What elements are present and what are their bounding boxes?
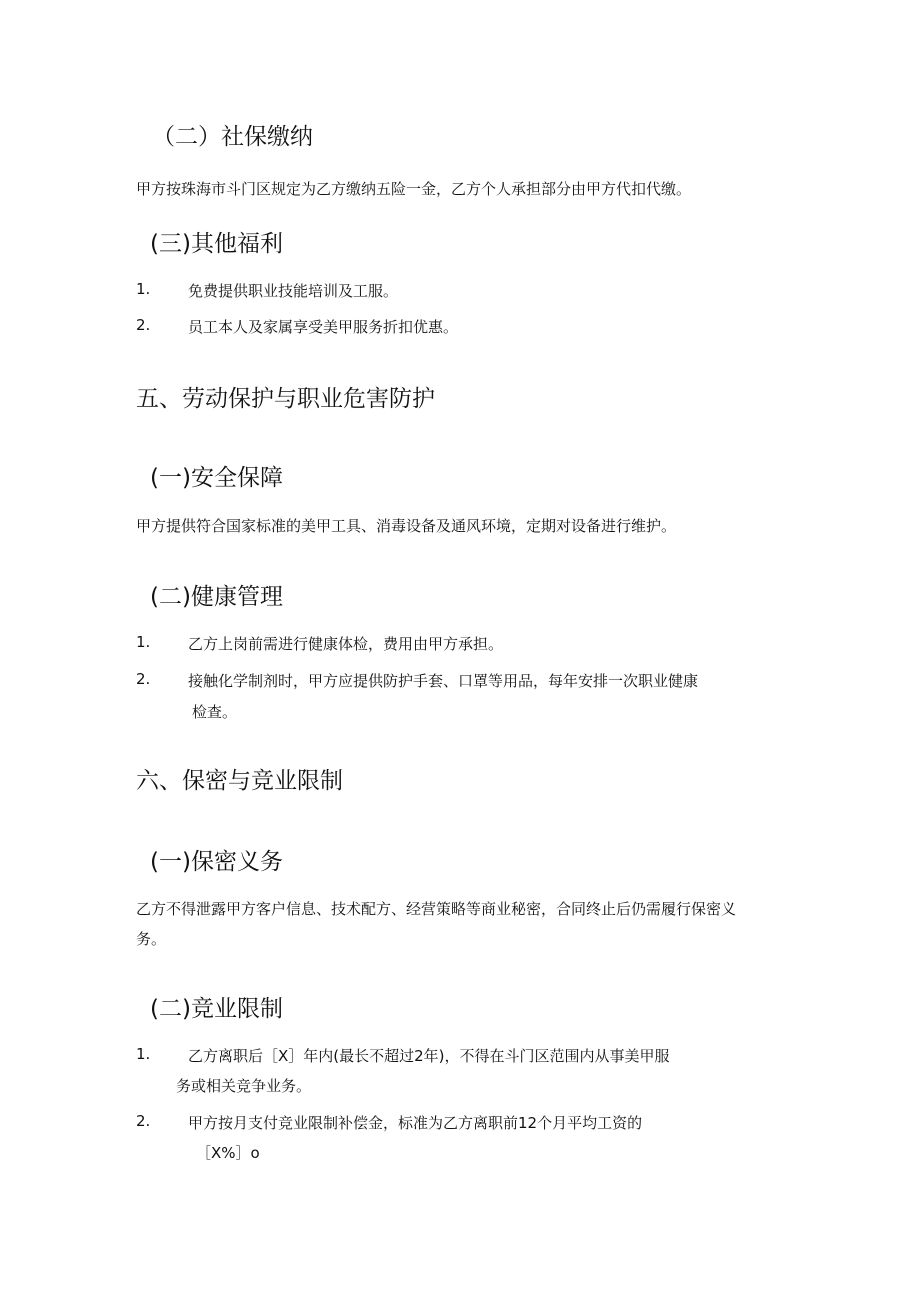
list-item: 乙方离职后［X］年内(最长不超过2年)，不得在斗门区范围内从事美甲服 bbox=[188, 1047, 670, 1065]
list-item-continuation: 检查。 bbox=[192, 703, 238, 721]
paragraph-safety: 甲方提供符合国家标准的美甲工具、消毒设备及通风环境，定期对设备进行维护。 bbox=[136, 517, 677, 535]
list-number: 1. bbox=[136, 1045, 151, 1063]
list-number: 2. bbox=[136, 670, 151, 688]
paragraph-confidentiality-line-2: 务。 bbox=[136, 930, 167, 948]
list-item-continuation: 务或相关竞争业务。 bbox=[176, 1077, 312, 1095]
list-item: 乙方上岗前需进行健康体检，费用由甲方承担。 bbox=[188, 635, 504, 653]
list-item: 接触化学制剂时，甲方应提供防护手套、口罩等用品，每年安排一次职业健康 bbox=[188, 672, 699, 690]
list-item: 甲方按月支付竞业限制补偿金，标准为乙方离职前12个月平均工资的 bbox=[188, 1114, 643, 1132]
list-number: 1. bbox=[136, 280, 151, 298]
heading-section-5: 五、劳动保护与职业危害防护 bbox=[136, 386, 435, 412]
list-number: 2. bbox=[136, 316, 151, 334]
list-item: 员工本人及家属享受美甲服务折扣优惠。 bbox=[188, 318, 459, 336]
list-number: 1. bbox=[136, 633, 151, 651]
heading-health: (二)健康管理 bbox=[150, 584, 283, 610]
list-item: 免费提供职业技能培训及工服。 bbox=[188, 282, 399, 300]
heading-confidentiality: (一)保密义务 bbox=[150, 849, 283, 875]
heading-section-6: 六、保密与竞业限制 bbox=[136, 768, 343, 794]
paragraph-confidentiality-line-1: 乙方不得泄露甲方客户信息、技术配方、经营策略等商业秘密，合同终止后仍需履行保密义 bbox=[136, 900, 737, 918]
list-item-continuation: ［X%］o bbox=[196, 1144, 260, 1162]
paragraph-social-insurance: 甲方按珠海市斗门区规定为乙方缴纳五险一金，乙方个人承担部分由甲方代扣代缴。 bbox=[136, 180, 692, 198]
list-number: 2. bbox=[136, 1112, 151, 1130]
heading-non-compete: (二)竞业限制 bbox=[150, 996, 283, 1022]
heading-safety: (一)安全保障 bbox=[150, 465, 283, 491]
heading-social-insurance: （二）社保缴纳 bbox=[152, 124, 313, 150]
heading-other-benefits: (三)其他福利 bbox=[150, 231, 283, 257]
